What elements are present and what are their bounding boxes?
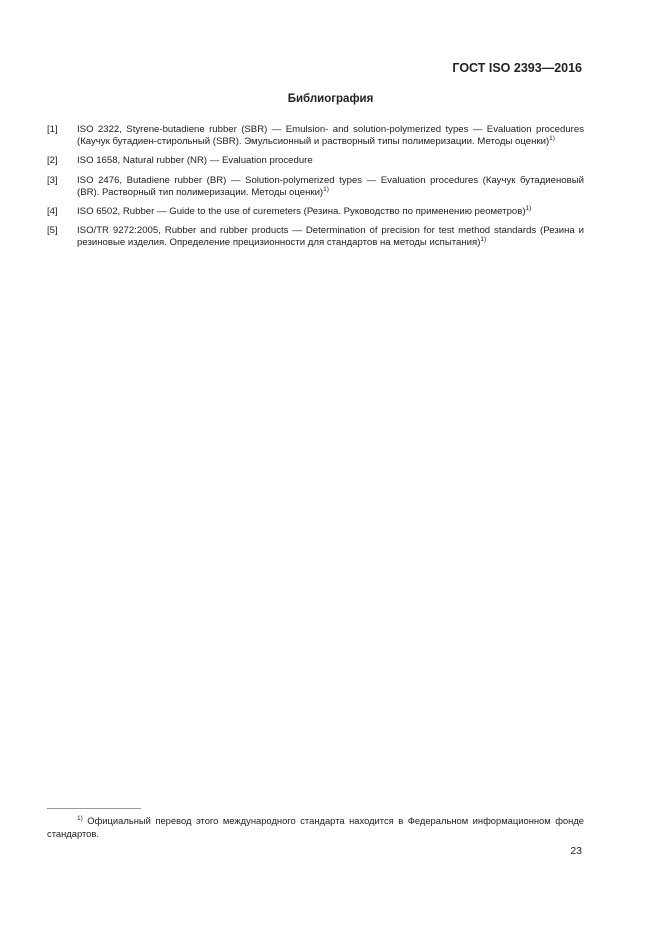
bibliography-text: ISO 1658, Natural rubber (NR) — Evaluation procedure — [77, 155, 313, 167]
footnote — [47, 814, 584, 840]
bibliography-item — [47, 124, 584, 148]
footnote-divider — [47, 808, 141, 809]
bibliography-number: [5] — [47, 225, 58, 237]
footnote-text: Официальный перевод этого международного стандарта находится в Федеральном информационном фонде стандартов. — [47, 815, 585, 839]
footnote-mark: 1) — [77, 815, 83, 822]
bibliography-number: [4] — [47, 206, 58, 218]
bibliography-text: ISO 6502, Rubber — Guide to the use of curemeters (Резина. Руководство по применению реометров) — [77, 206, 526, 218]
bibliography-list — [47, 124, 584, 257]
bibliography-number: [2] — [47, 155, 58, 167]
bibliography-number: [1] — [47, 124, 58, 135]
bibliography-item — [47, 155, 584, 167]
bibliography-text: ISO 2322, Styrene-butadiene rubber (SBR) — Emulsion- and solution-polymerized types — Evaluation procedures (Каучук бутадиен-стирольный (SBR). Эмульсионный и растворный типы полимеризации. Методы оценки) — [77, 124, 584, 148]
bibliography-item — [47, 225, 584, 249]
footnote-ref: 1) — [480, 236, 487, 244]
bibliography-item — [47, 175, 584, 199]
footnote-ref: 1) — [323, 185, 329, 193]
footnote-ref: 1) — [549, 135, 555, 143]
footnote-ref: 1) — [525, 205, 532, 213]
page-number: 23 — [570, 845, 582, 857]
bibliography-text: ISO 2476, Butadiene rubber (BR) — Solution-polymerized types — Evaluation procedures (Каучук бутадиеновый (BR). Растворный тип полимеризации. Методы оценки) — [77, 174, 584, 198]
page-title: Библиография — [287, 93, 374, 105]
document-code: ГОСТ ISO 2393—2016 — [452, 61, 582, 75]
bibliography-text: ISO/TR 9272:2005, Rubber and rubber products — Determination of precision for test method standards (Резина и резиновые изделия. Определение прецизионности для стандартов на методы испытания) — [77, 225, 584, 249]
bibliography-number: [3] — [47, 174, 58, 186]
bibliography-item — [47, 206, 584, 218]
